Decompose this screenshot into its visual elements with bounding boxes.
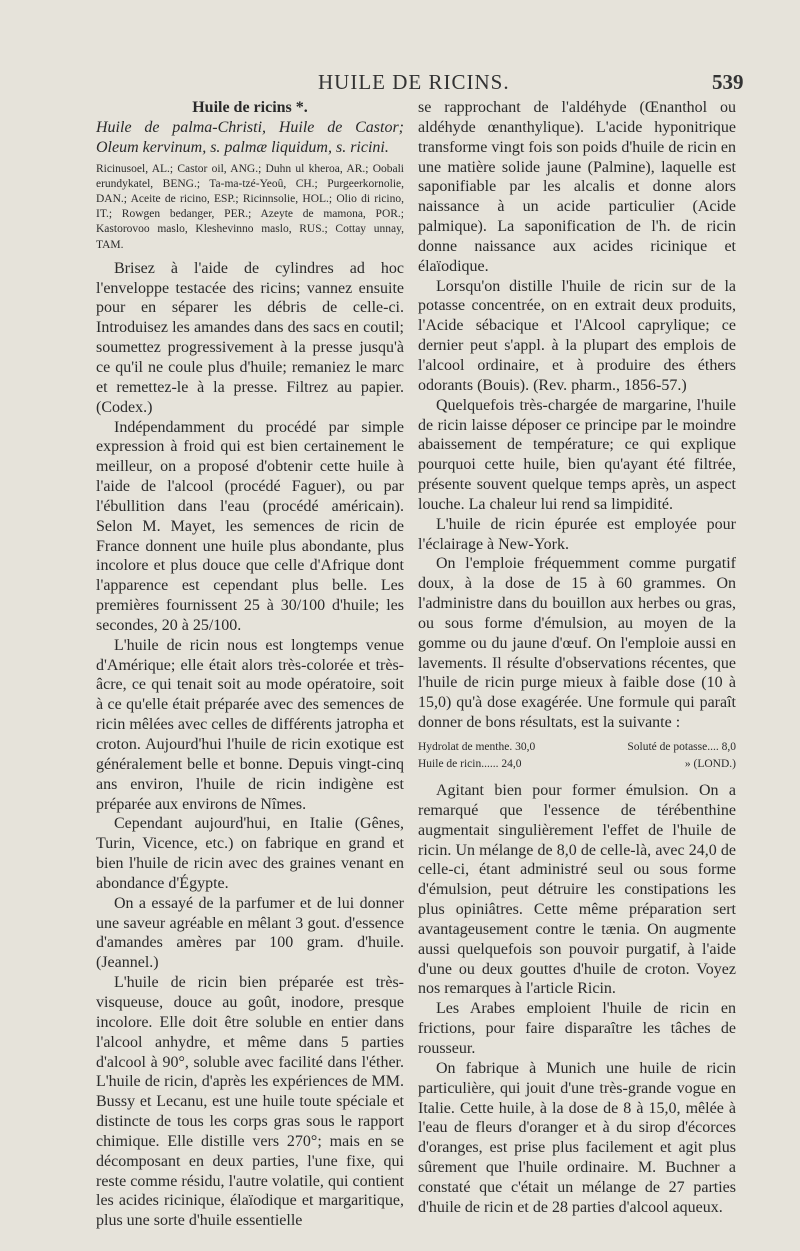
paragraph: Agitant bien pour former émulsion. On a remarqué que l'essence de térébenthine augmentait singulièrement l'effet de l'huile de ricin. Un mélange de 8,0 de celle-là, avec 24,0 de celle-ci, étant administré seul ou sous forme d'émulsion, peut détruire les constipations les plus opiniâtres. Cette même préparation sert avantageusement contre le tænia. On augmente aussi quelquefois son pouvoir purgatif, à l'aide d'une ou deux gouttes d'huile de croton. Voyez nos remarques à l'article Ricin. xyxy=(418,782,736,998)
formula-right xyxy=(627,739,736,773)
synonyms: Huile de palma-Christi, Huile de Castor; Oleum kervinum, s. palmæ liquidum, s. ricini. xyxy=(96,118,404,156)
paragraph: On fabrique à Munich une huile de ricin particulière, qui jouit d'une très-grande vogue en Italie. Cette huile, à la dose de 8 à 15,0, mêlée à l'eau de fleurs d'oranger et à du sirop d'écorces d'oranges, est prise plus facilement et agit plus sûrement que l'huile ordinaire. M. Buchner a constaté que c'était un mélange de 27 parties d'huile de ricin et de 28 parties d'alcool aqueux. xyxy=(418,1059,736,1216)
paragraph: se rapprochant de l'aldéhyde (Œnanthol ou aldéhyde œnanthylique). L'acide hyponitrique transforme vingt fois son poids d'huile de ricin en une matière solide jaune (Palmine), laquelle est saponifiable par les alcalis et donne alors naissance à un acide particulier (Acide palmique). La saponification de l'h. de ricin donne naissance aux acides ricinique et élaïodique. xyxy=(418,99,736,275)
paragraph: Lorsqu'on distille l'huile de ricin sur de la potasse concentrée, on en extrait deux produits, l'Acide sébacique et l'Alcool caprylique; ce dernier peut s'appl. à la plupart des emplois de l'alcool ordinaire, et à produire des éthers odorants (Bouis). (Rev. pharm., 1856-57.) xyxy=(418,277,736,394)
right-column xyxy=(418,98,736,1218)
page-number: 539 xyxy=(712,70,744,94)
formula-line: Huile de ricin...... 24,0 xyxy=(418,758,522,770)
formula-line: Soluté de potasse.... 8,0 xyxy=(627,741,736,753)
paragraph: L'huile de ricin nous est longtemps venue d'Amérique; elle était alors très-colorée et très-âcre, ce qui tenait soit au mode opératoire, soit à ce qu'elle était préparée avec des semences de ricin mêlées avec celles de différents jatropha et croton. Aujourd'hui l'huile de ricin exotique est généralement belle et bonne. Depuis vingt-cinq ans environ, l'huile de ricin indigène est préparée aux environs de Nîmes. xyxy=(96,636,404,813)
paragraph: Les Arabes emploient l'huile de ricin en frictions, pour faire disparaître les tâches de rousseur. xyxy=(418,1000,736,1057)
paragraph: Quelquefois très-chargée de margarine, l'huile de ricin laisse déposer ce principe par le moindre abaissement de température; ce qui explique pourquoi cette huile, bien qu'ayant été filtrée, présente souvent quelque temps après, un aspect louche. La chaleur lui rend sa limpidité. xyxy=(418,396,736,513)
left-column xyxy=(96,98,404,1231)
article-title: Huile de ricins *. xyxy=(192,99,308,116)
formula-line: Hydrolat de menthe. 30,0 xyxy=(418,741,536,753)
paragraph: Indépendamment du procédé par simple expression à froid qui est bien certainement le meilleur, on a proposé d'obtenir cette huile à l'aide de l'alcool (procédé Faguer), ou par l'ébullition dans l'eau (procédé américain). Selon M. Mayet, les semences de ricin de France donnent une huile plus abondante, plus incolore et plus douce que celle d'Afrique dont l'apparence est cependant plus belle. Les premières fournissent 25 à 30/100 d'huile; les secondes, 20 à 25/100. xyxy=(96,418,404,634)
formula-left xyxy=(418,739,535,773)
running-header xyxy=(0,70,800,100)
paragraph: Brisez à l'aide de cylindres ad hoc l'enveloppe testacée des ricins; vannez ensuite pour en séparer les débris de celle-ci. Introduisez les amandes dans des sacs en coutil; soumettez progressivement à la presse jusqu'à ce qu'il ne coule plus d'huile; remaniez le marc et remettez-le à la presse. Filtrez au papier. (Codex.) xyxy=(96,259,404,416)
paragraph: Cependant aujourd'hui, en Italie (Gênes, Turin, Vicence, etc.) on fabrique en grand et bien l'huile de ricin avec des graines venant en abondance d'Égypte. xyxy=(96,815,404,892)
running-title: HUILE DE RICINS. xyxy=(318,70,510,94)
paragraph: On a essayé de la parfumer et de lui donner une saveur agréable en mêlant 3 gout. d'essence d'amandes amères par 100 gram. d'huile. (Jeannel.) xyxy=(96,894,404,972)
paragraph: L'huile de ricin bien préparée est très-visqueuse, douce au goût, inodore, presque incolore. Elle doit être soluble en entier dans l'alcool anhydre, et même dans 5 parties d'alcool à 90°, soluble avec facilité dans l'éther. L'huile de ricin, d'après les expériences de MM. Bussy et Lecanu, est une huile toute spéciale et distincte de tous les corps gras sous le rapport chimique. Elle distille vers 270°; mais en se décomposant en deux parties, l'une fixe, qui reste comme résidu, l'autre volatile, qui contient les acides ricinique, élaïodique et margaritique, plus une sorte d'huile essentielle xyxy=(96,974,404,1230)
paragraph: On l'emploie fréquemment comme purgatif doux, à la dose de 15 à 60 grammes. On l'administre dans du bouillon aux herbes ou gras, ou sous forme d'émulsion, au moyen de la gomme ou du jaune d'œuf. On l'emploie aussi en lavements. Il résulte d'observations récentes, que l'huile de ricin purge mieux à faible dose (10 à 15,0) qu'à dose exagérée. Une formule qui paraît donner de bons résultats, est la suivante : xyxy=(418,555,736,732)
foreign-names: Ricinusoel, AL.; Castor oil, ANG.; Duhn ul kheroa, AR.; Oobali erundykatel, BENG.; Ta-ma-tzé-Yeoû, CH.; Purgeerkornolie, DAN.; Aceite de ricino, ESP.; Ricinnsolie, HOL.; Olio di ricino, IT.; Rowgen bedanger, PER.; Azeyte de mamona, POR.; Kastorovoo maslo, Kleshevinno maslo, RUS.; Cottay unnay, TAM. xyxy=(96,162,404,251)
paragraph: L'huile de ricin épurée est employée pour l'éclairage à New-York. xyxy=(418,515,736,553)
formula-line: » (LOND.) xyxy=(684,758,736,770)
formula xyxy=(418,739,736,773)
